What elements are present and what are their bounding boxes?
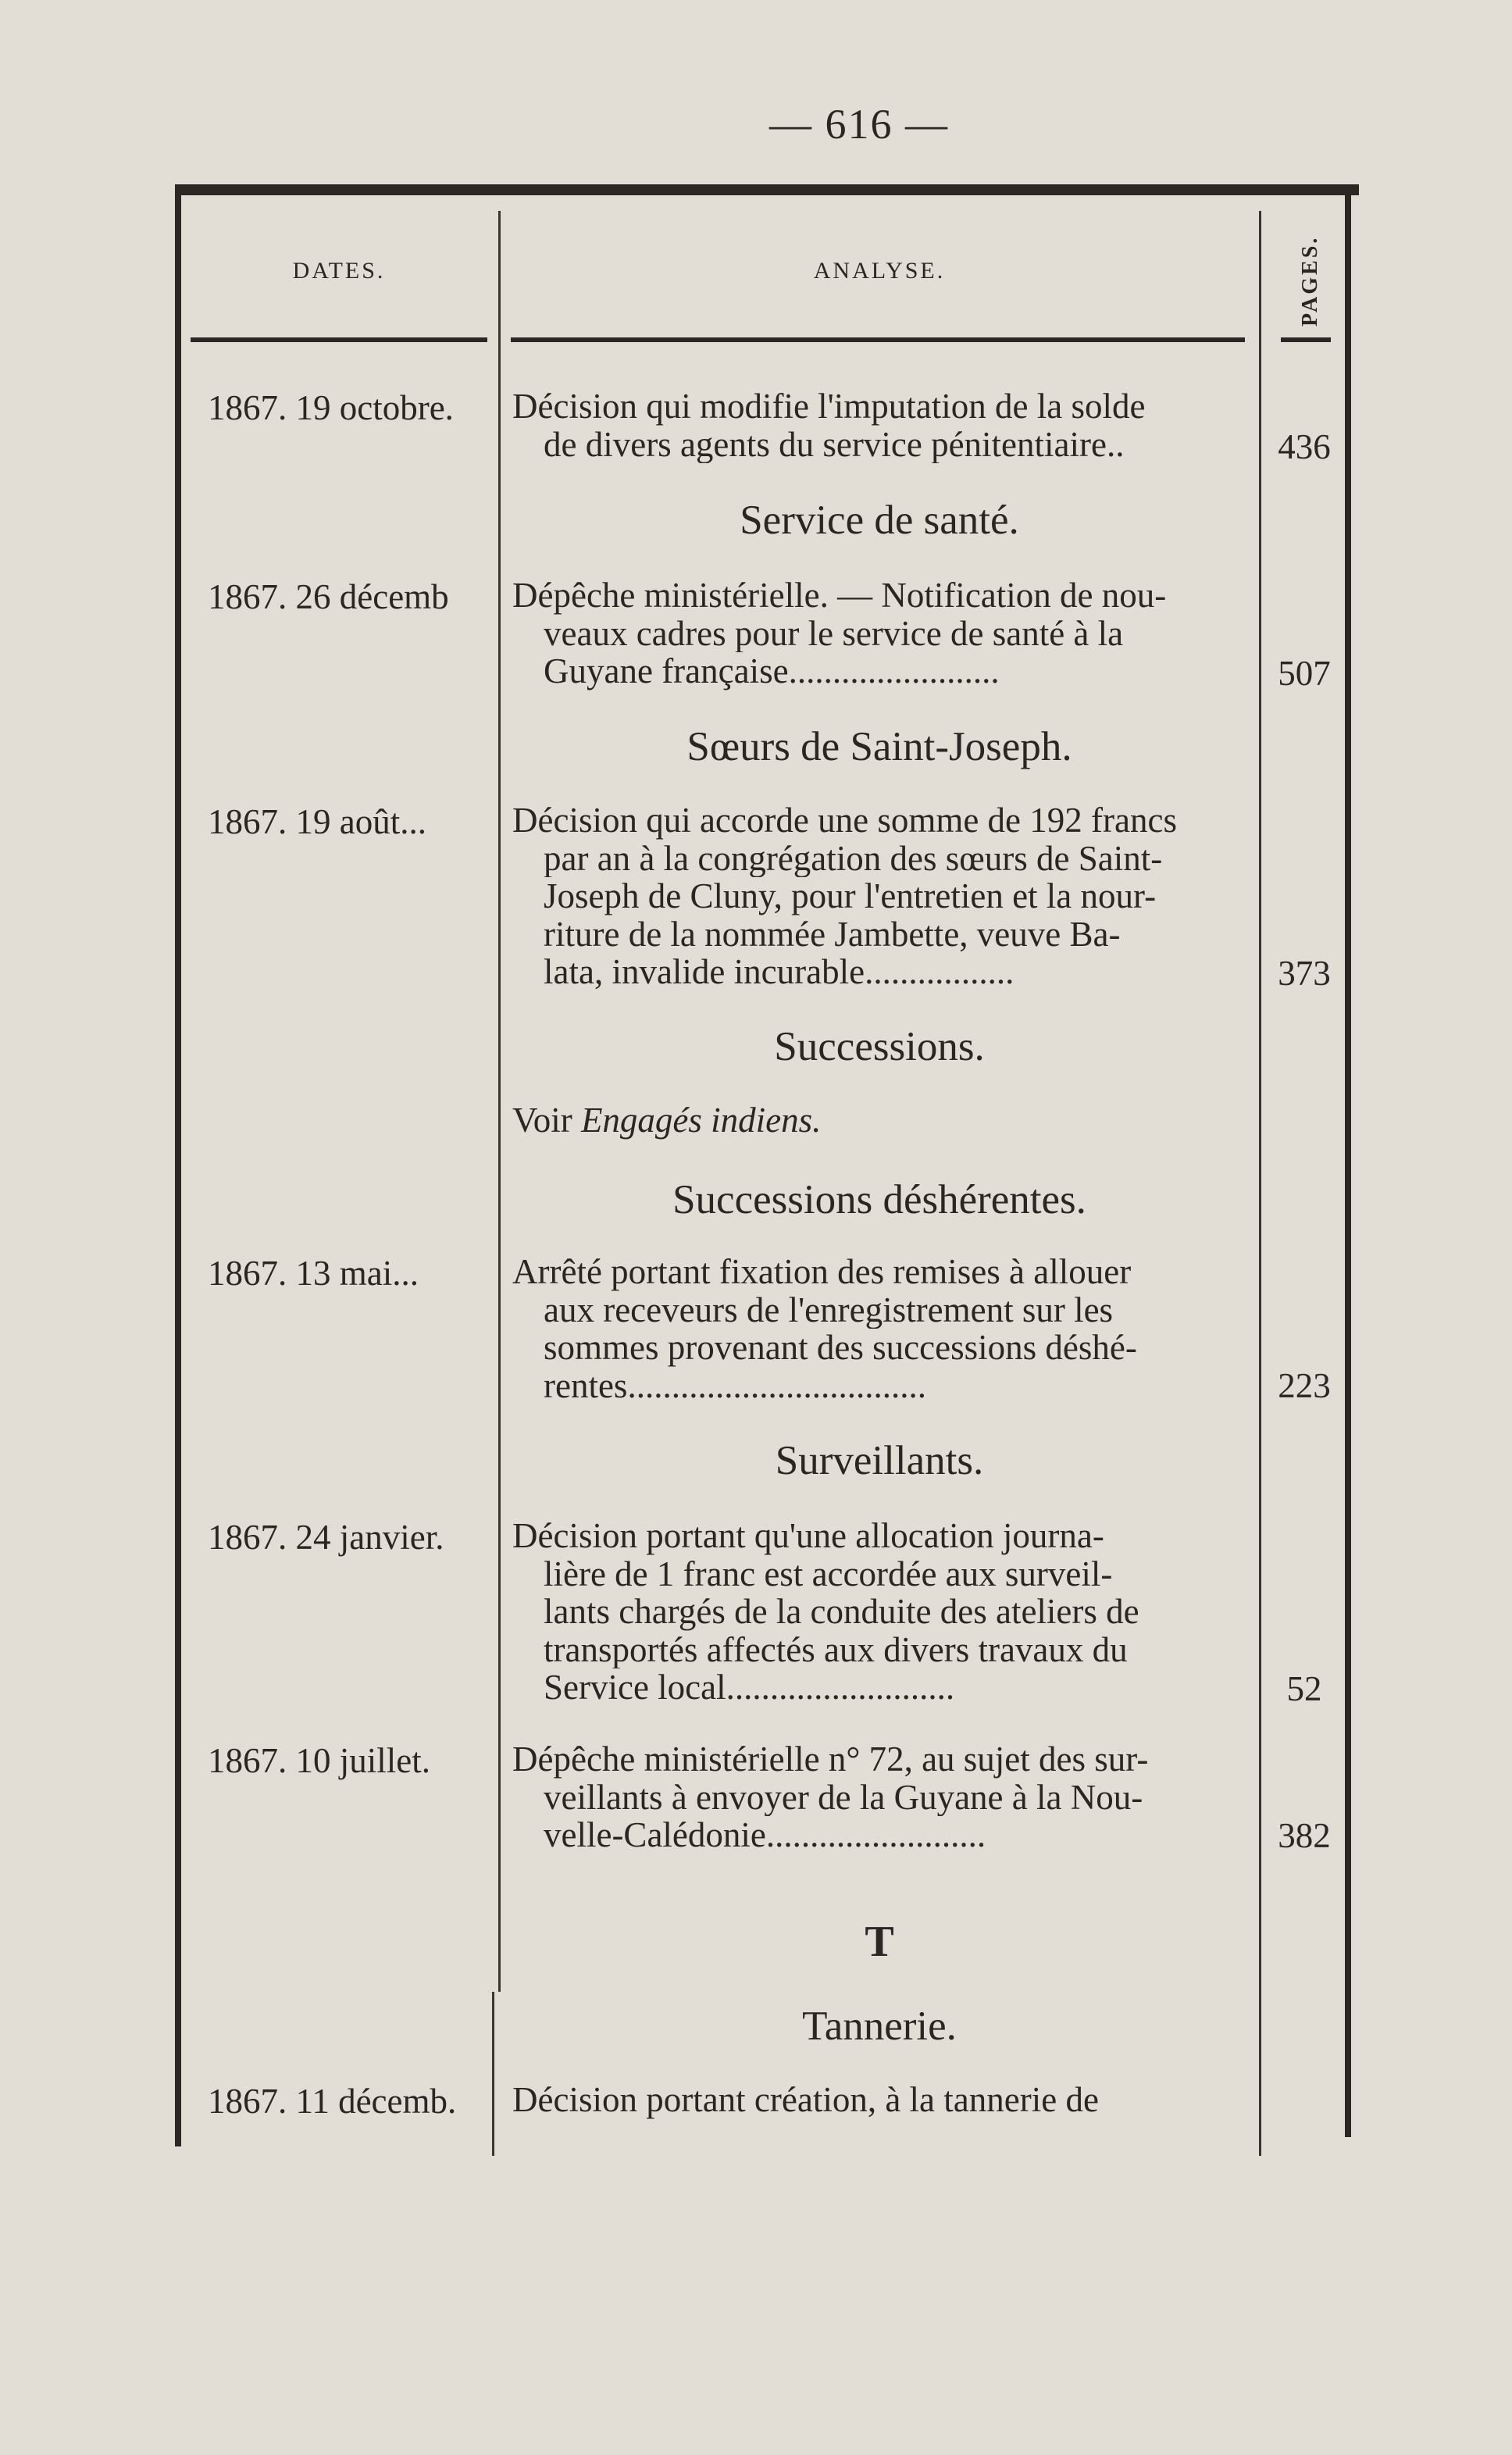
entry-page: 382 [1278, 1816, 1331, 1855]
entry-page: 507 [1278, 654, 1331, 693]
entry-line: velle-Calédonie......................... [544, 1816, 986, 1854]
entry-page: 373 [1278, 954, 1331, 993]
entry-line: Joseph de Cluny, pour l'entretien et la nour- [544, 877, 1157, 915]
entry-date: 1867. 11 décemb. [208, 2082, 457, 2121]
entry-date: 1867. 10 juillet. [208, 1741, 430, 1780]
entry-page: 52 [1286, 1669, 1322, 1708]
table-top-rule [178, 184, 1359, 195]
header-analyse: ANALYSE. [813, 258, 946, 284]
entry-line: sommes provenant des successions déshé- [544, 1329, 1137, 1367]
entry-analysis [512, 1253, 1250, 1404]
page-number: — 616 — [769, 101, 949, 148]
entry-date: 1867. 24 janvier. [208, 1518, 444, 1557]
header-dates: DATES. [292, 258, 386, 284]
column-divider-dates [498, 211, 501, 1992]
letter-heading: T [865, 1918, 894, 1966]
entry-line: Service local.......................... [544, 1668, 955, 1707]
entry-line: veillants à envoyer de la Guyane à la Nou- [544, 1778, 1143, 1816]
column-divider-dates-lower [492, 1992, 494, 2156]
section-heading: Successions. [774, 1024, 985, 1069]
entry-line: de divers agents du service pénitentiaire.. [544, 425, 1125, 463]
see-prefix: Voir [512, 1101, 581, 1140]
entry-line: veaux cadres pour le service de santé à la [544, 614, 1124, 652]
entry-line: lière de 1 franc est accordée aux surveil- [544, 1554, 1113, 1593]
header-pages: PAGES. [1298, 235, 1322, 327]
entry-line: par an à la congrégation des sœurs de Saint- [544, 839, 1163, 877]
entry-line: Décision qui accorde une somme de 192 francs [512, 801, 1177, 840]
entry-analysis [512, 801, 1250, 991]
entry-line: Dépêche ministérielle n° 72, au sujet des sur- [512, 1740, 1149, 1779]
entry-line: lants chargés de la conduite des ateliers de [544, 1593, 1139, 1631]
entry-line: Dépêche ministérielle. — Notification de nou- [512, 576, 1167, 615]
entry-date: 1867. 13 mai... [208, 1254, 419, 1293]
entry-date: 1867. 19 août... [208, 802, 426, 841]
entry-analysis [512, 387, 1250, 463]
column-divider-pages [1259, 211, 1261, 2156]
entry-page: 436 [1278, 427, 1331, 466]
entry-line: Décision portant création, à la tannerie de [512, 2081, 1099, 2119]
entry-line: aux receveurs de l'enregistrement sur les [544, 1290, 1114, 1329]
table-left-rule [175, 184, 181, 2146]
header-rule-analyse [511, 337, 1245, 342]
entry-line: rentes.................................. [544, 1366, 926, 1404]
section-heading: Tannerie. [802, 2004, 957, 2049]
entry-line: Arrêté portant fixation des remises à allouer [512, 1253, 1132, 1291]
entry-date: 1867. 26 décemb [208, 577, 449, 616]
entry-analysis [512, 576, 1250, 690]
header-rule-dates [191, 337, 487, 342]
section-heading: Surveillants. [775, 1438, 984, 1483]
entry-line: lata, invalide incurable................. [544, 953, 1015, 991]
entry-line: riture de la nommée Jambette, veuve Ba- [544, 915, 1121, 953]
section-heading: Service de santé. [740, 498, 1019, 543]
entry-analysis [512, 1517, 1250, 1707]
entry-analysis [512, 1740, 1250, 1854]
section-heading: Successions déshérentes. [672, 1177, 1086, 1222]
header-rule-pages [1281, 337, 1331, 342]
entry-line: transportés affectés aux divers travaux du [544, 1630, 1128, 1668]
entry-date: 1867. 19 octobre. [208, 388, 454, 427]
entry-line: Décision portant qu'une allocation journa- [512, 1517, 1104, 1555]
entry-page: 223 [1278, 1366, 1331, 1405]
entry-analysis [512, 2081, 1250, 2119]
entry-line: Guyane française........................ [544, 652, 1000, 690]
section-heading: Sœurs de Saint-Joseph. [686, 724, 1072, 769]
table-right-rule [1345, 184, 1351, 2137]
entry-line: Décision qui modifie l'imputation de la solde [512, 387, 1146, 426]
see-target: Engagés indiens. [580, 1101, 822, 1140]
see-reference [512, 1101, 1246, 1139]
